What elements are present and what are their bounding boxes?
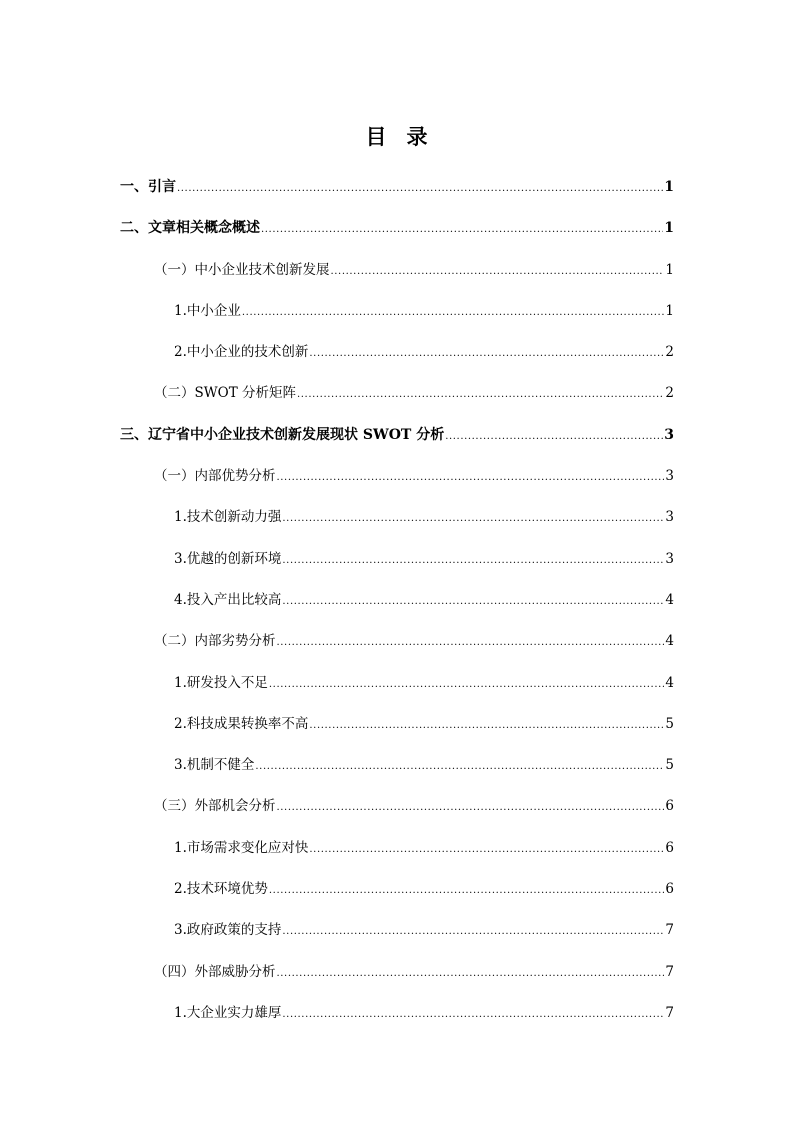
toc-entry-text: （一）中小企业技术创新发展	[154, 261, 330, 278]
toc-entry[interactable]	[120, 255, 674, 296]
toc-entry-text: 1.研发投入不足	[174, 674, 268, 691]
toc-leader-dots	[269, 874, 665, 906]
toc-entry[interactable]	[120, 668, 674, 709]
toc-page-number: 5	[665, 757, 674, 774]
toc-leader-dots	[277, 957, 665, 989]
toc-page-number: 1	[665, 261, 674, 278]
toc-entry[interactable]	[120, 420, 674, 461]
toc-page-number: 2	[665, 344, 674, 361]
toc-leader-dots	[309, 709, 664, 741]
toc-entry[interactable]	[120, 296, 674, 337]
toc-leader-dots	[445, 420, 663, 452]
toc-page-number: 2	[665, 385, 674, 402]
toc-page-number: 4	[665, 591, 674, 608]
toc-leader-dots	[282, 544, 664, 576]
toc-page-number: 4	[665, 674, 674, 691]
toc-page-number: 6	[665, 839, 674, 856]
toc-entry-text: （三）外部机会分析	[154, 798, 276, 815]
toc-page-number: 4	[665, 633, 674, 650]
toc-leader-dots	[282, 502, 664, 534]
toc-page-number: 3	[665, 509, 674, 526]
toc-entry[interactable]	[120, 626, 674, 667]
toc-leader-dots	[282, 998, 664, 1030]
toc-leader-dots	[269, 668, 665, 700]
toc-entry[interactable]	[120, 502, 674, 543]
toc-page-number: 1	[664, 179, 674, 195]
toc-entry[interactable]	[120, 833, 674, 874]
toc-leader-dots	[255, 750, 664, 782]
toc-leader-dots	[309, 337, 664, 369]
toc-list	[120, 172, 674, 1039]
toc-entry-text: 2.技术环境优势	[174, 881, 268, 898]
toc-entry[interactable]	[120, 544, 674, 585]
toc-leader-dots	[282, 585, 664, 617]
toc-leader-dots	[277, 461, 665, 493]
toc-leader-dots	[177, 172, 663, 204]
toc-entry-text: 3.优越的创新环境	[174, 550, 282, 567]
toc-page-number: 6	[665, 798, 674, 815]
toc-leader-dots	[277, 626, 665, 658]
toc-leader-dots	[331, 255, 665, 287]
toc-entry[interactable]	[120, 585, 674, 626]
toc-entry[interactable]	[120, 378, 674, 419]
toc-page-number: 3	[665, 550, 674, 567]
toc-title-char-1: 目	[365, 124, 387, 149]
toc-leader-dots	[282, 915, 664, 947]
toc-page-number: 6	[665, 881, 674, 898]
toc-entry[interactable]	[120, 337, 674, 378]
toc-entry-text: 3.政府政策的支持	[174, 922, 282, 939]
toc-entry[interactable]	[120, 172, 674, 213]
toc-page-number: 3	[664, 426, 674, 443]
toc-title	[0, 122, 793, 152]
toc-entry-text: 2.科技成果转换率不高	[174, 715, 309, 732]
toc-leader-dots	[261, 213, 663, 245]
toc-page-number: 1	[664, 220, 674, 237]
toc-entry-text: （一）内部优势分析	[154, 468, 276, 485]
toc-entry-text: 一、引言	[120, 179, 176, 195]
toc-entry[interactable]	[120, 791, 674, 832]
toc-entry[interactable]	[120, 709, 674, 750]
toc-entry[interactable]	[120, 461, 674, 502]
toc-entry-text: （二）SWOT 分析矩阵	[154, 385, 296, 402]
toc-entry-text: （四）外部威胁分析	[154, 963, 276, 980]
toc-page-number: 7	[665, 1004, 674, 1021]
toc-page-number: 1	[665, 302, 674, 319]
toc-entry-text: 1.中小企业	[174, 302, 241, 319]
toc-entry-text: 三、辽宁省中小企业技术创新发展现状 SWOT 分析	[120, 426, 445, 443]
toc-entry[interactable]	[120, 957, 674, 998]
toc-page-number: 3	[665, 468, 674, 485]
toc-entry-text: 1.技术创新动力强	[174, 509, 282, 526]
toc-title-char-2: 录	[406, 124, 428, 149]
toc-entry-text: 3.机制不健全	[174, 757, 255, 774]
toc-entry-text: 1.大企业实力雄厚	[174, 1004, 282, 1021]
toc-entry-text: 4.投入产出比较高	[174, 591, 282, 608]
toc-leader-dots	[277, 791, 665, 823]
toc-entry-text: 2.中小企业的技术创新	[174, 344, 309, 361]
toc-entry[interactable]	[120, 874, 674, 915]
toc-entry[interactable]	[120, 213, 674, 254]
toc-leader-dots	[309, 833, 664, 865]
toc-entry-text: （二）内部劣势分析	[154, 633, 276, 650]
toc-page-number: 7	[665, 922, 674, 939]
toc-page-number: 5	[665, 715, 674, 732]
toc-entry-text: 二、文章相关概念概述	[120, 220, 260, 237]
toc-entry[interactable]	[120, 750, 674, 791]
toc-page-number: 7	[665, 963, 674, 980]
toc-entry[interactable]	[120, 998, 674, 1039]
toc-leader-dots	[242, 296, 665, 328]
toc-leader-dots	[297, 378, 664, 410]
toc-entry[interactable]	[120, 915, 674, 956]
toc-entry-text: 1.市场需求变化应对快	[174, 839, 309, 856]
